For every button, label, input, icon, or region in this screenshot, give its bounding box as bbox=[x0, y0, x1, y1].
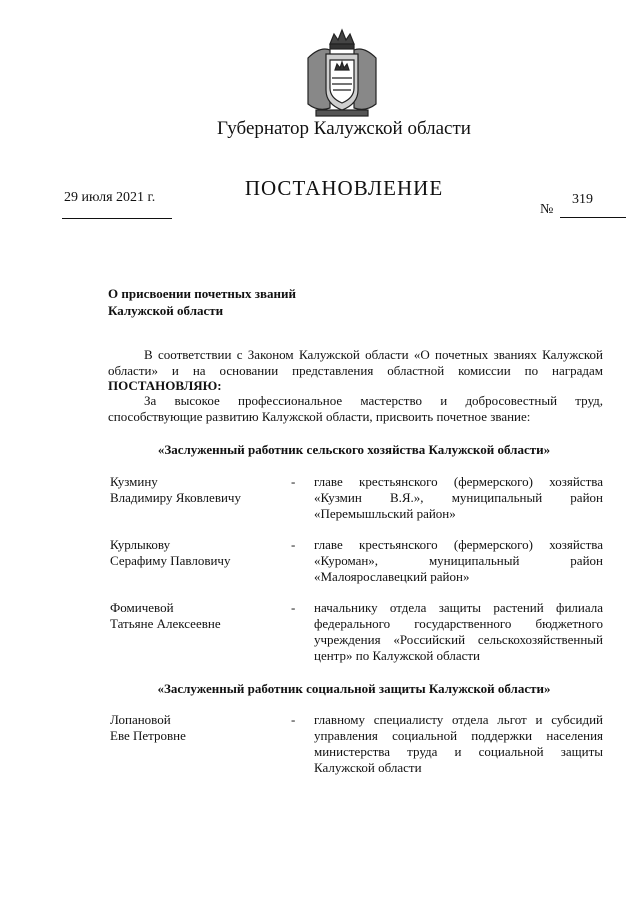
number-underline bbox=[560, 217, 626, 218]
number-sign: № bbox=[540, 202, 554, 217]
person-surname: Лопановой bbox=[110, 712, 171, 727]
separator-dash: - bbox=[291, 600, 296, 615]
person-surname: Фомичевой bbox=[110, 600, 174, 615]
section-title-social-protection: «Заслуженный работник социальной защиты Калужской области» bbox=[157, 681, 551, 696]
person-given-names: Еве Петровне bbox=[110, 728, 186, 743]
section-title-agriculture: «Заслуженный работник сельского хозяйства Калужской области» bbox=[157, 442, 551, 457]
document-number: 319 bbox=[572, 192, 593, 207]
person-description: начальнику отдела защиты растений филиала федерального государственного бюджетного учреждения «Российский сельскохозяйственный центр» по Калужской области bbox=[314, 600, 603, 663]
person-surname: Курлыкову bbox=[110, 537, 171, 552]
preamble-paragraph bbox=[108, 347, 603, 394]
person-name bbox=[110, 712, 186, 744]
person-name bbox=[110, 474, 241, 506]
separator-dash: - bbox=[291, 712, 296, 727]
decree-word: ПОСТАНОВЛЯЮ: bbox=[108, 378, 222, 393]
award-paragraph: За высокое профессиональное мастерство и добросовестный труд, способствующие развитию Калужской области, присвоить почетное звание: bbox=[108, 393, 603, 424]
document-date: 29 июля 2021 г. bbox=[64, 190, 156, 205]
separator-dash: - bbox=[291, 537, 296, 552]
document-subject bbox=[108, 285, 296, 319]
subject-line-1: О присвоении почетных званий bbox=[108, 286, 297, 301]
person-description: главному специалисту отдела льгот и субсидий управления социальной поддержки населения министерства труда и социальной защиты Калужской области bbox=[314, 712, 603, 775]
date-underline bbox=[62, 218, 172, 219]
person-name bbox=[110, 600, 221, 632]
person-given-names: Владимиру Яковлевичу bbox=[110, 490, 241, 505]
person-given-names: Татьяне Алексеевне bbox=[110, 616, 221, 631]
separator-dash: - bbox=[291, 474, 296, 489]
person-name bbox=[110, 537, 230, 569]
person-description: главе крестьянского (фермерского) хозяйства «Куроман», муниципальный район «Малоярославецкий район» bbox=[314, 537, 603, 584]
person-description: главе крестьянского (фермерского) хозяйства «Кузмин В.Я.», муниципальный район «Перемышльский район» bbox=[314, 474, 603, 521]
document-type-title: ПОСТАНОВЛЕНИЕ bbox=[244, 176, 444, 200]
preamble-text: В соответствии с Законом Калужской области «О почетных званиях Калужской области» и на основании представления областной комиссии по наградам bbox=[108, 347, 603, 378]
governor-title: Губернатор Калужской области bbox=[217, 118, 471, 139]
person-surname: Кузмину bbox=[110, 474, 158, 489]
person-given-names: Серафиму Павловичу bbox=[110, 553, 231, 568]
subject-line-2: Калужской области bbox=[108, 303, 224, 318]
coat-of-arms-emblem bbox=[300, 28, 384, 120]
